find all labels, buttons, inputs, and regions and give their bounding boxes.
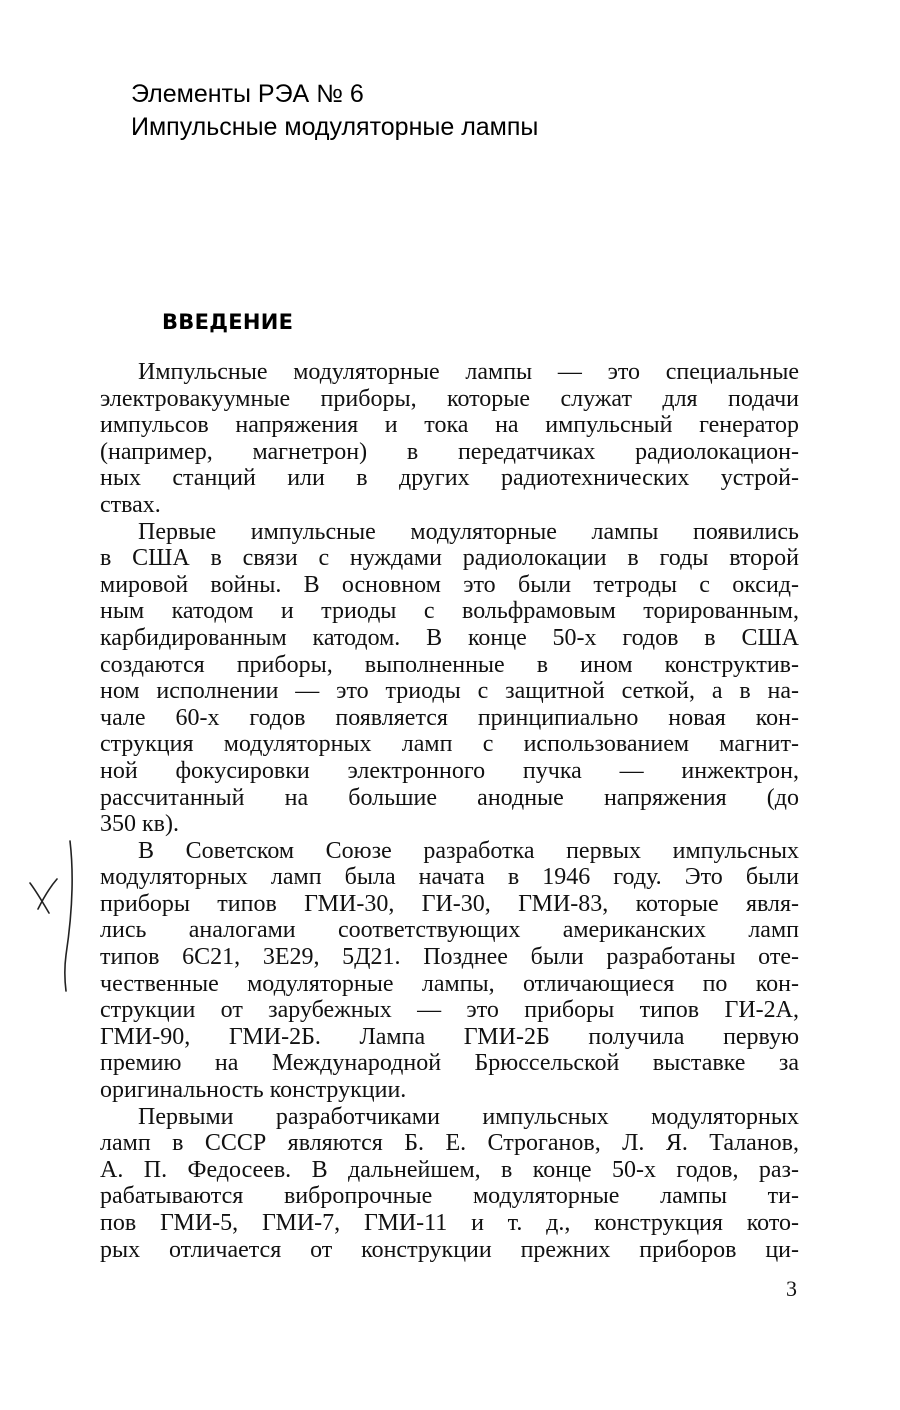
text-line: рых отличается от конструкции прежних приборов ци- xyxy=(100,1236,799,1263)
text-line: приборы типов ГМИ-30, ГИ-30, ГМИ-83, которые явля- xyxy=(100,890,799,917)
text-line: модуляторных ламп была начата в 1946 году. Это были xyxy=(100,864,799,891)
series-title: Элементы РЭА № 6 xyxy=(131,80,364,108)
handwritten-bracket-line xyxy=(65,841,72,991)
text-line: В Советском Союзе разработка первых импульсных xyxy=(138,837,799,864)
handwritten-x-stroke-2 xyxy=(38,879,57,909)
text-line: пов ГМИ-5, ГМИ-7, ГМИ-11 и т. д., конструкция кото- xyxy=(100,1210,799,1236)
text-line: ном исполнении — это триоды с защитной сеткой, а в на- xyxy=(100,678,799,705)
paragraph xyxy=(100,359,799,519)
text-line: ламп в СССР являются Б. Е. Строганов, Л. Я. Таланов, xyxy=(100,1130,799,1157)
text-line: рассчитанный на большие анодные напряжения (до xyxy=(100,784,799,811)
handwritten-margin-mark xyxy=(22,835,82,995)
text-line: создаются приборы, выполненные в ином конструктив- xyxy=(100,651,799,678)
text-line: чественные модуляторные лампы, отличающиеся по кон- xyxy=(100,970,799,997)
text-line: карбидированным катодом. В конце 50-х годов в США xyxy=(100,624,799,651)
text-line: типов 6С21, 3Е29, 5Д21. Позднее были разработаны оте- xyxy=(100,944,799,971)
text-line: ным катодом и триоды с вольфрамовым торированным, xyxy=(100,598,799,625)
book-title: Импульсные модуляторные лампы xyxy=(131,113,539,141)
text-line: ГМИ-90, ГМИ-2Б. Лампа ГМИ-2Б получила первую xyxy=(100,1023,799,1050)
document-header xyxy=(131,78,538,144)
text-line: Первыми разработчиками импульсных модуляторных xyxy=(138,1103,799,1130)
section-heading: ВВЕДЕНИЕ xyxy=(162,310,294,334)
paragraph xyxy=(100,838,799,1104)
handwritten-x-stroke-1 xyxy=(30,883,49,913)
text-line: ных станций или в других радиотехнических устрой- xyxy=(100,465,799,492)
text-line: импульсов напряжения и тока на импульсный генератор xyxy=(100,412,799,439)
text-line: электровакуумные приборы, которые служат для подачи xyxy=(100,385,799,412)
text-line: струкции от зарубежных — это приборы типов ГИ-2А, xyxy=(100,997,799,1024)
paragraph xyxy=(100,1104,799,1264)
body-text xyxy=(100,359,799,1263)
text-line: ной фокусировки электронного пучка — инжектрон, xyxy=(100,757,799,784)
text-line: оригинальность конструкции. xyxy=(100,1077,407,1104)
text-line: в США в связи с нуждами радиолокации в годы второй xyxy=(100,545,799,572)
text-line: Первые импульсные модуляторные лампы появились xyxy=(138,518,799,545)
text-line: ствах. xyxy=(100,491,161,518)
text-line: Импульсные модуляторные лампы — это специальные xyxy=(138,359,799,385)
text-line: струкция модуляторных ламп с использованием магнит- xyxy=(100,731,799,758)
text-line: премию на Международной Брюссельской выставке за xyxy=(100,1050,799,1077)
text-line: А. П. Федосеев. В дальнейшем, в конце 50-х годов, раз- xyxy=(100,1156,799,1183)
text-line: лись аналогами соответствующих американских ламп xyxy=(100,917,799,944)
page-number: 3 xyxy=(786,1276,797,1301)
paragraph xyxy=(100,519,799,838)
text-line: чале 60-х годов появляется принципиально новая кон- xyxy=(100,704,799,731)
text-line: (например, магнетрон) в передатчиках радиолокацион- xyxy=(100,438,799,465)
text-line: мировой войны. В основном это были тетроды с оксид- xyxy=(100,571,799,598)
text-line: рабатываются вибропрочные модуляторные лампы ти- xyxy=(100,1183,799,1210)
text-line: 350 кв). xyxy=(100,811,179,838)
